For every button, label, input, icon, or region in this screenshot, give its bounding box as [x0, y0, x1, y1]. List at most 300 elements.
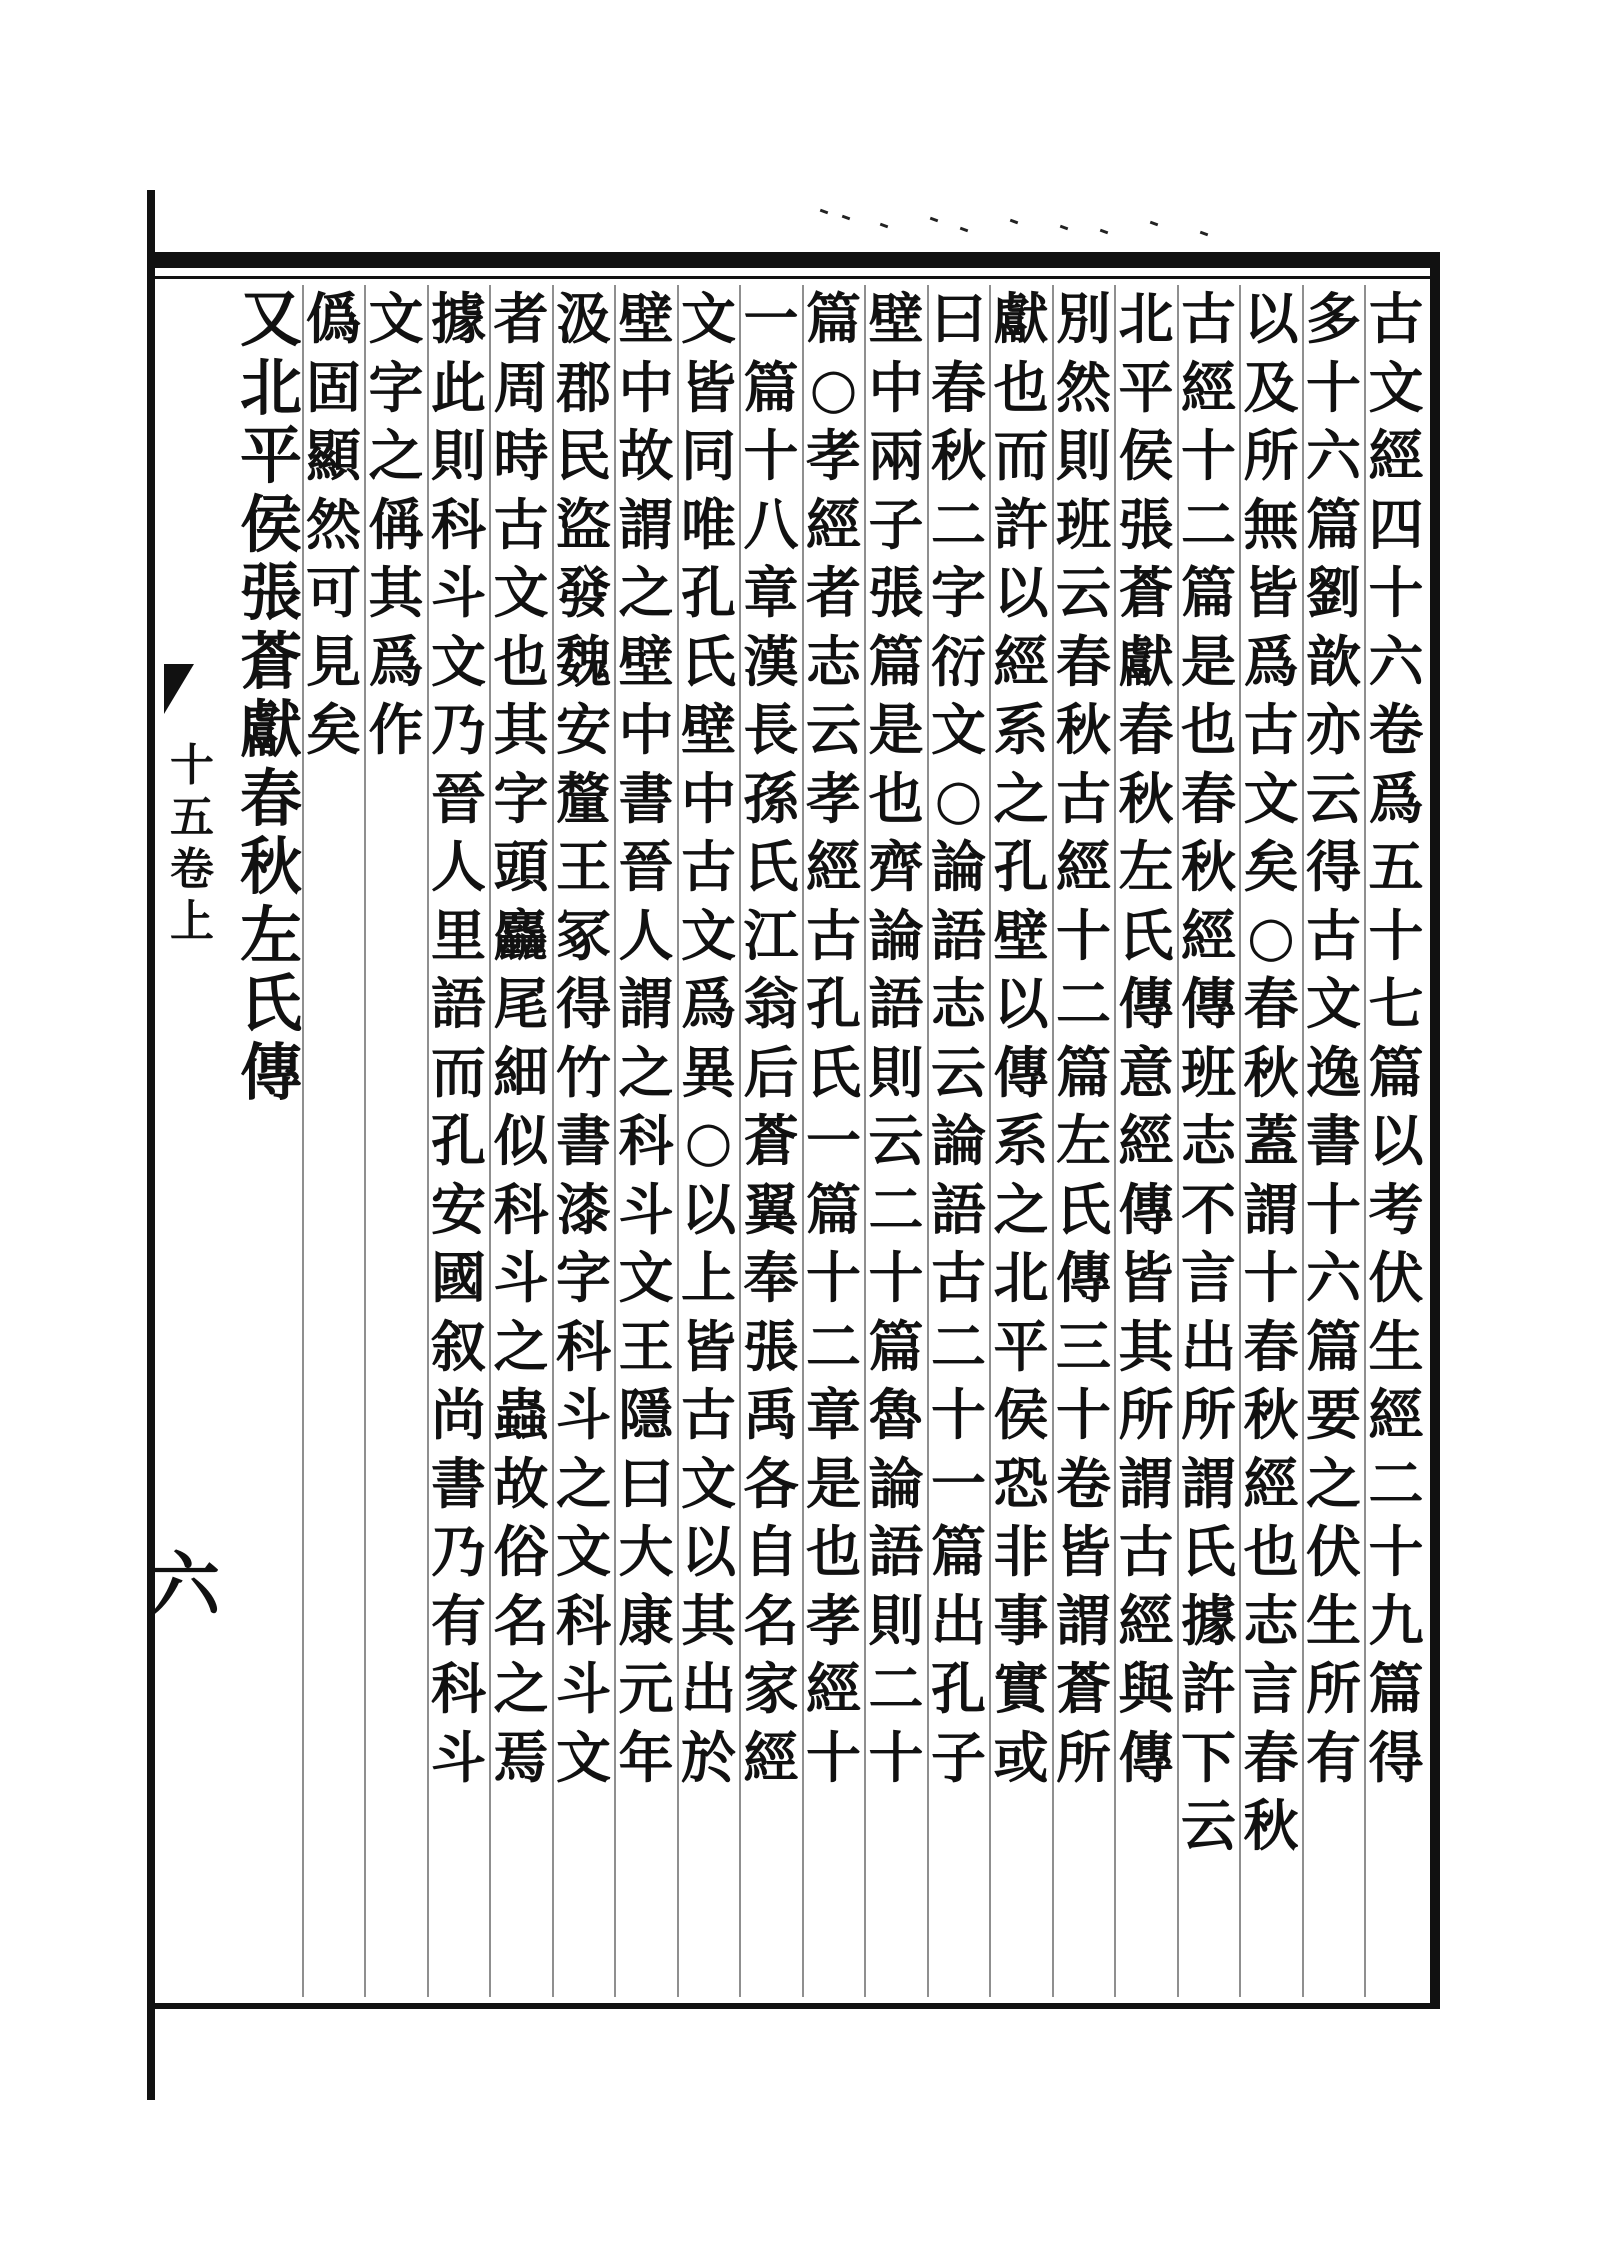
character: 發: [555, 560, 611, 625]
character: 孝: [805, 765, 861, 831]
character: 時: [493, 423, 549, 488]
character: 以: [680, 1176, 736, 1242]
character: ○: [684, 1108, 733, 1173]
character: 三: [1055, 1313, 1111, 1379]
character: 固: [305, 354, 361, 420]
character: 二: [930, 1313, 986, 1379]
character: 出: [1180, 1313, 1236, 1379]
character: 志: [805, 628, 861, 694]
character: 竹: [555, 1039, 611, 1105]
character: 然: [305, 491, 361, 557]
character: 魏: [555, 628, 611, 694]
character: 秋: [1055, 697, 1111, 762]
character: 皆: [1243, 560, 1299, 625]
character: 平: [240, 419, 303, 492]
character: 之: [1305, 1450, 1361, 1516]
character: 十: [1368, 1519, 1424, 1584]
character: 經: [805, 1656, 861, 1721]
character: 古: [1243, 697, 1299, 762]
character: 經: [1055, 834, 1111, 899]
character: 六: [1368, 628, 1424, 694]
character: 所: [1118, 1382, 1174, 1447]
character: 僞: [305, 286, 361, 351]
character: ○: [934, 765, 983, 831]
character: 言: [1243, 1656, 1299, 1721]
character: 翁: [743, 971, 799, 1036]
character: 四: [1368, 491, 1424, 557]
character: 斗: [430, 560, 486, 625]
character: 張: [240, 556, 303, 629]
character: 十: [1305, 354, 1361, 420]
text-column: [1178, 285, 1240, 1861]
character: 傳: [1118, 1724, 1174, 1790]
character: 孔: [993, 834, 1049, 899]
character: 安: [430, 1176, 486, 1242]
character: 云: [1305, 765, 1361, 831]
character: 汲: [555, 286, 611, 351]
character: 逸: [1305, 1039, 1361, 1105]
character: 斗: [555, 1382, 611, 1447]
character: 也: [1180, 697, 1236, 762]
character: 文: [680, 286, 736, 351]
character: 事: [993, 1587, 1049, 1653]
character: 有: [430, 1587, 486, 1653]
character: 科: [618, 1108, 674, 1173]
text-column: [678, 285, 740, 1792]
character: 文: [555, 1724, 611, 1790]
character: 篇: [930, 1519, 986, 1584]
fish-tail-mark: [164, 664, 194, 714]
character: 語: [868, 971, 924, 1036]
character: 秋: [930, 423, 986, 488]
character: 經: [1243, 1450, 1299, 1516]
character: 云: [930, 1039, 986, 1105]
character: 章: [805, 1382, 861, 1447]
character: 傳: [993, 1039, 1049, 1105]
character: 者: [493, 286, 549, 351]
character: 皆: [680, 354, 736, 420]
character: 春: [1055, 628, 1111, 694]
character: 壁: [868, 286, 924, 351]
character: 子: [930, 1724, 986, 1790]
character: 左: [240, 898, 303, 972]
character: 伏: [1368, 1245, 1424, 1310]
character: 見: [305, 628, 361, 694]
character: 論: [930, 834, 986, 899]
character: 尚: [430, 1382, 486, 1447]
character: 八: [743, 491, 799, 557]
character: 得: [1368, 1724, 1424, 1790]
character: 頭: [493, 834, 549, 899]
character: 魯: [868, 1382, 924, 1447]
character: 古: [805, 902, 861, 968]
character: 氏: [1118, 902, 1174, 968]
character: 經: [1180, 902, 1236, 968]
character: 所: [1180, 1382, 1236, 1447]
character: 志: [1243, 1587, 1299, 1653]
character: 名: [743, 1587, 799, 1653]
character: 則: [868, 1039, 924, 1105]
character: 蟲: [493, 1382, 549, 1447]
character: 蒼: [1118, 560, 1174, 625]
character: 傳: [1118, 1176, 1174, 1242]
character: 亦: [1305, 697, 1361, 762]
character: 也: [1243, 1519, 1299, 1584]
character: 似: [493, 1108, 549, 1173]
character: 后: [743, 1039, 799, 1105]
character: 人: [430, 834, 486, 899]
character: 故: [493, 1450, 549, 1516]
character: 可: [305, 560, 361, 625]
character: 是: [868, 697, 924, 762]
character: 十: [1055, 1382, 1111, 1447]
character: 文: [1368, 354, 1424, 420]
character: 班: [1055, 491, 1111, 557]
character: 論: [868, 1450, 924, 1516]
character: 北: [993, 1245, 1049, 1310]
character: 各: [743, 1450, 799, 1516]
character: 左: [1118, 834, 1174, 899]
character: 斗: [555, 1656, 611, 1721]
character: 五: [1368, 834, 1424, 899]
character: 而: [430, 1039, 486, 1105]
character: 許: [993, 491, 1049, 557]
character: 非: [993, 1519, 1049, 1584]
character: 據: [430, 286, 486, 351]
character: 卷: [1368, 697, 1424, 762]
character: 七: [1368, 971, 1424, 1036]
character: 系: [993, 697, 1049, 762]
character: 經: [805, 491, 861, 557]
character: 六: [1305, 423, 1361, 488]
character: 秋: [1180, 834, 1236, 899]
character: 孔: [430, 1108, 486, 1173]
character: 張: [868, 560, 924, 625]
character: 十: [1368, 902, 1424, 968]
character: 孫: [743, 765, 799, 831]
character: 云: [1180, 1793, 1236, 1858]
character: 王: [618, 1313, 674, 1379]
character: 矣: [305, 697, 361, 762]
character: 氏: [1180, 1519, 1236, 1584]
character: 不: [1180, 1176, 1236, 1242]
character: 謂: [1055, 1587, 1111, 1653]
character: 盜: [555, 491, 611, 557]
character: 細: [493, 1039, 549, 1105]
top-border: [150, 252, 1440, 268]
character: 傳: [1055, 1245, 1111, 1310]
character: 之: [555, 1450, 611, 1516]
character: 十: [868, 1724, 924, 1790]
character: 卷: [1055, 1450, 1111, 1516]
character: 以: [680, 1519, 736, 1584]
bottom-border: [150, 2003, 1440, 2009]
character: 古: [493, 491, 549, 557]
character: 張: [1118, 491, 1174, 557]
character: 焉: [493, 1724, 549, 1790]
character: 氏: [680, 628, 736, 694]
character: 氏: [1055, 1176, 1111, 1242]
character: 謂: [618, 491, 674, 557]
character: 皆: [1118, 1245, 1174, 1310]
top-border-inner: [150, 276, 1440, 279]
character: 故: [618, 423, 674, 488]
character: 文: [618, 1245, 674, 1310]
text-column: [615, 285, 677, 1792]
character: 一: [930, 1450, 986, 1516]
character: 獻: [993, 286, 1049, 351]
character: 名: [493, 1587, 549, 1653]
character: 經: [1118, 1587, 1174, 1653]
fold-label: 十 五 卷 上: [170, 740, 214, 947]
character: 安: [555, 697, 611, 762]
character: 北: [1118, 286, 1174, 351]
text-column: [1240, 285, 1302, 1861]
character: 乃: [430, 697, 486, 762]
character: 古: [1368, 286, 1424, 351]
text-column: [928, 285, 990, 1792]
character: 秋: [1243, 1793, 1299, 1858]
character: 得: [1305, 834, 1361, 899]
character: 秋: [240, 830, 303, 903]
character: 十: [1055, 902, 1111, 968]
character: 孝: [805, 423, 861, 488]
character: 二: [868, 1176, 924, 1242]
character: 篇: [868, 628, 924, 694]
character: 然: [1055, 354, 1111, 420]
character: 字: [555, 1245, 611, 1310]
text-column: [803, 285, 865, 1792]
character: 篇: [1055, 1039, 1111, 1105]
character: 江: [743, 902, 799, 968]
character: 秋: [1243, 1382, 1299, 1447]
character: 人: [618, 902, 674, 968]
character: 謂: [1243, 1176, 1299, 1242]
character: 平: [1118, 354, 1174, 420]
character: 兩: [868, 423, 924, 488]
character: 云: [805, 697, 861, 762]
character: 古: [930, 1245, 986, 1310]
character: 顯: [305, 423, 361, 488]
character: 古: [1118, 1519, 1174, 1584]
character: 志: [1180, 1108, 1236, 1173]
character: 云: [1055, 560, 1111, 625]
character: 別: [1055, 286, 1111, 351]
character: 春: [930, 354, 986, 420]
character: 元: [618, 1656, 674, 1721]
character: 經: [1180, 354, 1236, 420]
text-column: [1053, 285, 1115, 1792]
character: 十: [868, 1245, 924, 1310]
character: 皆: [680, 1313, 736, 1379]
character: 經: [1118, 1108, 1174, 1173]
character: 文: [930, 697, 986, 762]
character: 春: [1243, 971, 1299, 1036]
text-column: [365, 285, 427, 765]
character: 二: [1055, 971, 1111, 1036]
character: 其: [1118, 1313, 1174, 1379]
character: 作: [368, 697, 424, 762]
text-column: [1365, 285, 1427, 1792]
character: 十: [743, 423, 799, 488]
character: 班: [1180, 1039, 1236, 1105]
character: 左: [1055, 1108, 1111, 1173]
character: 文: [430, 628, 486, 694]
character: 文: [1305, 971, 1361, 1036]
character: 則: [430, 423, 486, 488]
character: 二: [868, 1656, 924, 1721]
character: 麤: [493, 902, 549, 968]
character: 齊: [868, 834, 924, 899]
character: 實: [993, 1656, 1049, 1721]
character: 漆: [555, 1176, 611, 1242]
character: 家: [743, 1656, 799, 1721]
character: 書: [430, 1450, 486, 1516]
character: 衍: [930, 628, 986, 694]
character: 古: [680, 834, 736, 899]
character: 曰: [618, 1450, 674, 1516]
character: 俗: [493, 1519, 549, 1584]
character: 科: [493, 1176, 549, 1242]
character: 唯: [680, 491, 736, 557]
character: 禹: [743, 1382, 799, 1447]
character: 皆: [1055, 1519, 1111, 1584]
character: 十: [1180, 423, 1236, 488]
character: 語: [868, 1519, 924, 1584]
character: 上: [680, 1245, 736, 1310]
character: 十: [805, 1245, 861, 1310]
character: ○: [809, 354, 858, 420]
character: 歆: [1305, 628, 1361, 694]
character: 春: [240, 761, 303, 835]
character: 經: [743, 1724, 799, 1790]
character: 章: [743, 560, 799, 625]
character: 侯: [1118, 423, 1174, 488]
character: 秋: [1243, 1039, 1299, 1105]
character: 生: [1305, 1587, 1361, 1653]
character: 云: [868, 1108, 924, 1173]
character: 九: [1368, 1587, 1424, 1653]
character: 中: [618, 697, 674, 762]
character: 據: [1180, 1587, 1236, 1653]
character: 古: [1305, 902, 1361, 968]
character: 篇: [1305, 491, 1361, 557]
character: 有: [1305, 1724, 1361, 1790]
text-column: [303, 285, 365, 765]
character: 漢: [743, 628, 799, 694]
character: 蒼: [743, 1108, 799, 1173]
character: 者: [805, 560, 861, 625]
character: 所: [1055, 1724, 1111, 1790]
text-column: [428, 285, 490, 1792]
character: 一: [805, 1108, 861, 1173]
character: 二: [930, 491, 986, 557]
character: 篇: [1180, 560, 1236, 625]
character: 則: [1055, 423, 1111, 488]
character: 也: [493, 628, 549, 694]
character: 以: [1243, 286, 1299, 351]
character: 十: [1243, 1245, 1299, 1310]
character: 中: [680, 765, 736, 831]
character: 下: [1180, 1724, 1236, 1790]
character: 十: [930, 1382, 986, 1447]
character: 而: [993, 423, 1049, 488]
character: 爲: [1368, 765, 1424, 831]
character: 傳: [1118, 971, 1174, 1036]
character: 傳: [240, 1035, 303, 1109]
character: 以: [993, 971, 1049, 1036]
character: 斗: [493, 1245, 549, 1310]
character: 之: [493, 1656, 549, 1721]
character: 語: [930, 1176, 986, 1242]
character: 二: [1368, 1450, 1424, 1516]
character: 大: [618, 1519, 674, 1584]
character: 奉: [743, 1245, 799, 1310]
character: 周: [493, 354, 549, 420]
character: 壁: [618, 628, 674, 694]
character: 言: [1180, 1245, 1236, 1310]
character: 氏: [743, 834, 799, 899]
character: 是: [1180, 628, 1236, 694]
text-column: [553, 285, 615, 1792]
character: 是: [805, 1450, 861, 1516]
character: 與: [1118, 1656, 1174, 1721]
character: 中: [868, 354, 924, 420]
text-column: [1115, 285, 1177, 1792]
character: 蓋: [1243, 1108, 1299, 1173]
character: 謂: [1118, 1450, 1174, 1516]
character: 侯: [993, 1382, 1049, 1447]
character: 尾: [493, 971, 549, 1036]
text-column: [865, 285, 927, 1792]
character: 北: [240, 350, 303, 424]
character: 蒼: [1055, 1656, 1111, 1721]
character: 劉: [1305, 560, 1361, 625]
character: 獻: [240, 693, 303, 766]
page-number: 六: [150, 1543, 220, 1626]
character: 翼: [743, 1176, 799, 1242]
character: 伏: [1305, 1519, 1361, 1584]
character: 出: [930, 1587, 986, 1653]
character: 其: [680, 1587, 736, 1653]
character: 孔: [930, 1656, 986, 1721]
character: 里: [430, 902, 486, 968]
character: 文: [680, 902, 736, 968]
character: 文: [680, 1450, 736, 1516]
character: 所: [1243, 423, 1299, 488]
character: 書: [555, 1108, 611, 1173]
character: 自: [743, 1519, 799, 1584]
character: 隱: [618, 1382, 674, 1447]
character: 斗: [618, 1176, 674, 1242]
character: 或: [993, 1724, 1049, 1790]
character: 釐: [555, 765, 611, 831]
character: 秋: [1118, 765, 1174, 831]
character: 科: [555, 1587, 611, 1653]
character: 壁: [680, 697, 736, 762]
character: 經: [1368, 423, 1424, 488]
character: 乃: [430, 1519, 486, 1584]
character: 得: [555, 971, 611, 1036]
character: 爲: [680, 971, 736, 1036]
character: 晉: [618, 834, 674, 899]
character: 六: [1305, 1245, 1361, 1310]
character: 古: [1180, 286, 1236, 351]
character: 之: [993, 765, 1049, 831]
character: 之: [618, 560, 674, 625]
character: 出: [680, 1656, 736, 1721]
character: 多: [1305, 286, 1361, 351]
